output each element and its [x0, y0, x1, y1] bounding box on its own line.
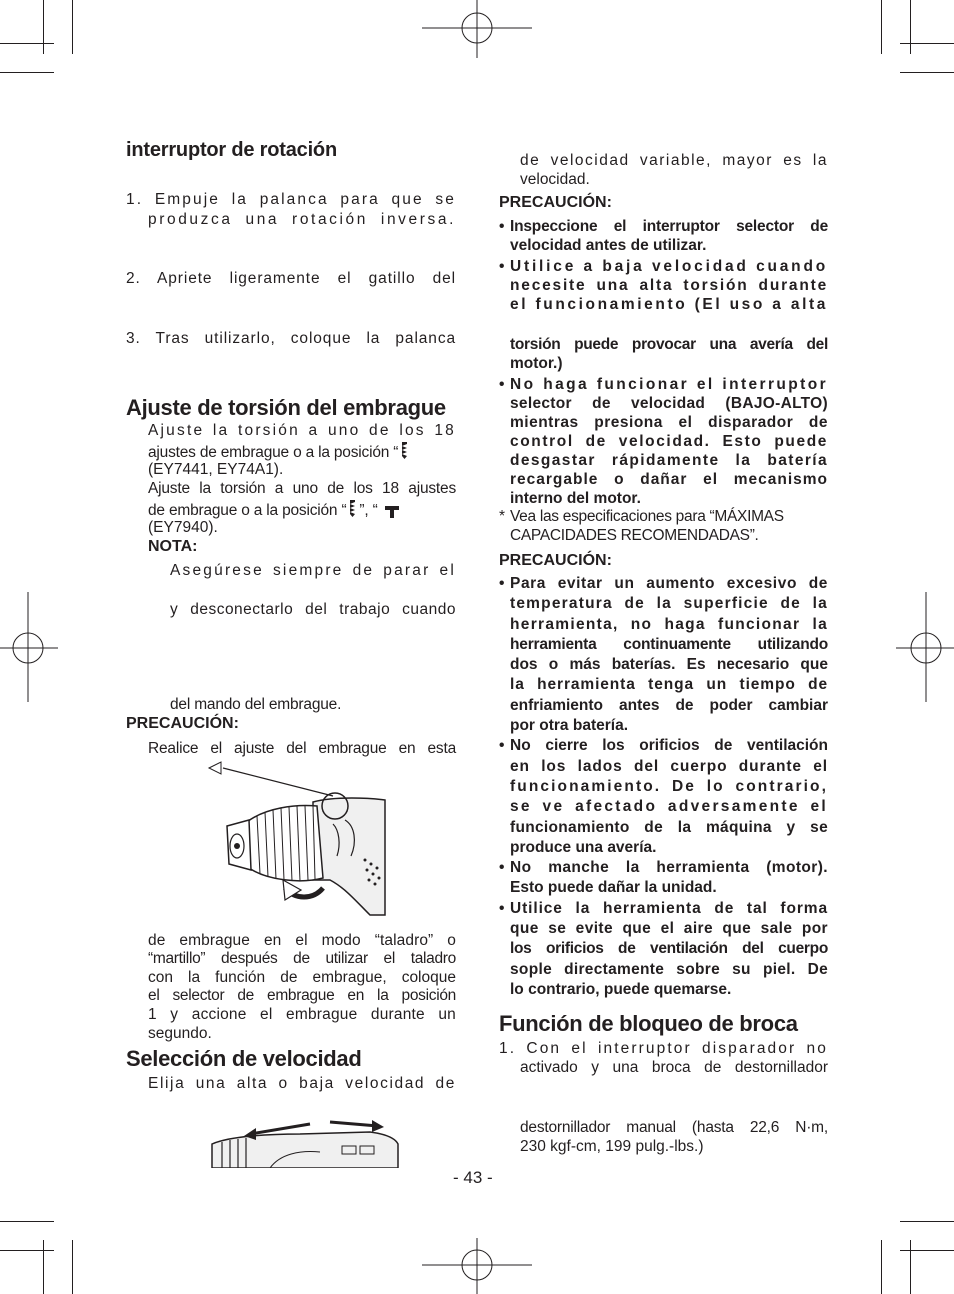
lock-line-2: activado y una broca de destornillador	[520, 1059, 828, 1076]
drill-bit-icon	[400, 441, 409, 465]
lock-line-4: 230 kgf-cm, 199 pulg.-lbs.)	[520, 1138, 704, 1155]
precaucion-line-left: Realice el ajuste del embrague en esta	[148, 740, 456, 757]
nota-label: NOTA:	[148, 538, 198, 555]
precaucion-1-item-2: • Utilice a baja velocidad cuando necesite una alta torsión durante el funcionamiento (El uso a alta	[499, 258, 828, 313]
precaucion-2-list	[499, 574, 828, 1000]
precaucion-1-list	[499, 217, 828, 508]
clutch-line-5: de embrague o a la posición “ ”, “	[148, 499, 400, 524]
after-image-line-2: “martillo” después de utilizar el taladro	[148, 950, 456, 967]
after-image-line-4: el selector de embrague en la posición	[148, 987, 456, 1004]
after-image-line-3: con la función de embrague, coloque	[148, 969, 456, 986]
nota-line-1: Asegúrese siempre de parar el	[170, 562, 456, 579]
clutch-line-1: Ajuste la torsión a uno de los 18	[148, 422, 456, 439]
precaucion-label-1: PRECAUCIÓN:	[499, 194, 612, 211]
clutch-line-3: (EY7441, EY74A1).	[148, 461, 284, 478]
speed-line: Elija una alta o baja velocidad de	[148, 1075, 456, 1092]
heading-rotation: interruptor de rotación	[126, 139, 337, 161]
precaucion-label-2: PRECAUCIÓN:	[499, 552, 612, 569]
rotation-step-1-cont: produzca una rotación inversa.	[148, 211, 456, 228]
speed-illustration	[210, 1114, 400, 1168]
clutch-line-6: (EY7940).	[148, 519, 218, 536]
precaucion-label-left: PRECAUCIÓN:	[126, 715, 239, 732]
right-top-line-1: de velocidad variable, mayor es la	[520, 152, 828, 169]
heading-clutch: Ajuste de torsión del embrague	[126, 395, 446, 420]
rotation-step-3: 3. Tras utilizarlo, coloque la palanca	[126, 330, 456, 347]
after-image-line-1: de embrague en el modo “taladro” o	[148, 932, 456, 949]
heading-bit-lock: Función de bloqueo de broca	[499, 1011, 798, 1036]
lock-line-3: destornillador manual (hasta 22,6 N·m,	[520, 1119, 828, 1136]
rotation-step-2: 2. Apriete ligeramente el gatillo del	[126, 270, 456, 287]
precaucion-1-item-1: • Inspeccione el interruptor selector de velocidad antes de utilizar.	[499, 218, 828, 254]
precaucion-2-item-2: • No cierre los orificios de ventilación en los lados del cuerpo durante el funcionamiento. De lo contrario, se ve afectado adversamente el funcionamiento de la máquina y se produce una avería.	[499, 737, 828, 856]
after-image-line-6: segundo.	[148, 1025, 212, 1042]
hammer-icon	[384, 503, 400, 524]
clutch-line-2: ajustes de embrague o a la posición “	[148, 441, 409, 465]
precaucion-2-item-4: • Utilice la herramienta de tal forma que se evite que el aire que sale por los orificios de ventilación del cuerpo sople directamente sobre su piel. De lo contrario, puede quemarse.	[499, 899, 828, 998]
page-number: - 43 -	[453, 1168, 493, 1187]
rotation-step-1: 1. Empuje la palanca para que se	[126, 191, 456, 208]
drill-bit-icon	[348, 499, 357, 523]
nota-line-2: y desconectarlo del trabajo cuando	[170, 601, 456, 618]
lock-line-1: 1. Con el interruptor disparador no	[499, 1040, 828, 1057]
precaucion-2-item-3: • No manche la herramienta (motor). Esto puede dañar la unidad.	[499, 859, 828, 897]
capacities-note: * Vea las especificaciones para “MÁXIMAS CAPACIDADES RECOMENDADAS”.	[499, 508, 784, 544]
precaucion-2-item-1: • Para evitar un aumento excesivo de temperatura de la superficie de la herramienta, no haga funcionar la herramienta continuamente utilizando dos o más baterías. Es necesario que la herramienta tenga un tiempo de enfriamiento antes de poder cambiar por otra batería.	[499, 575, 828, 735]
nota-line-3: del mando del embrague.	[170, 696, 342, 713]
precaucion-1-item-3: • No haga funcionar el interruptor selector de velocidad (BAJO-ALTO) mientras presiona el disparador de control de velocidad. Esto puede desgastar rápidamente la batería recargable o dañar el mecanismo interno del motor.	[499, 376, 828, 507]
right-top-line-2: velocidad.	[520, 171, 590, 188]
clutch-line-4: Ajuste la torsión a uno de los 18 ajustes	[148, 480, 456, 497]
heading-speed: Selección de velocidad	[126, 1046, 362, 1071]
after-image-line-5: 1 y accione el embrague durante un	[148, 1006, 456, 1023]
triangle-pointer-icon	[209, 762, 221, 774]
precaucion-1-item-2-cont: torsión puede provocar una avería del motor.)	[510, 336, 828, 372]
clutch-illustration	[205, 760, 390, 920]
